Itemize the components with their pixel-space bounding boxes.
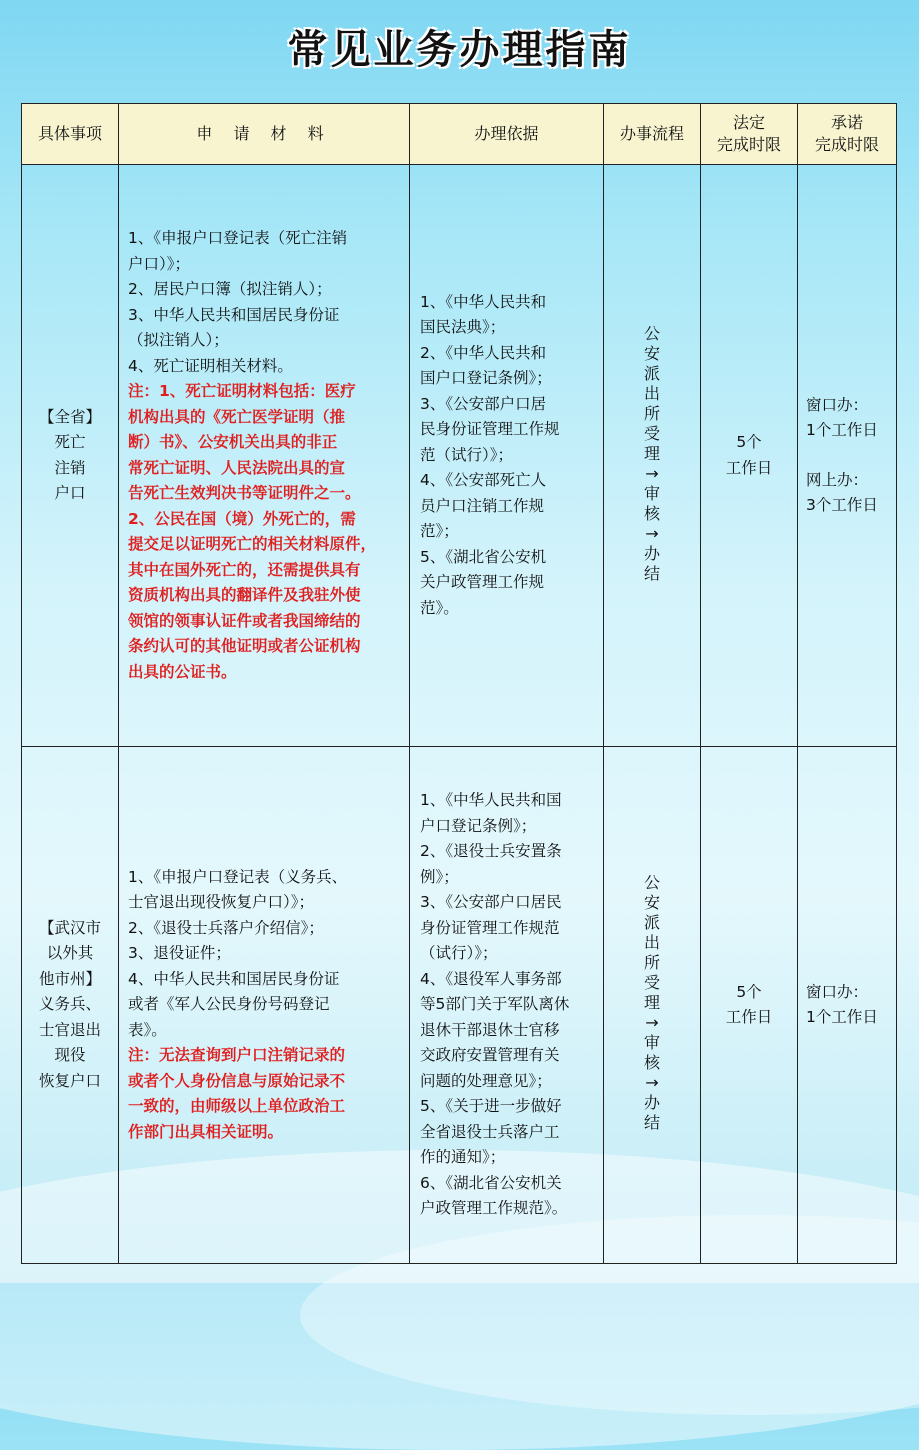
header-promised-limit-line: 承诺 — [830, 113, 863, 132]
note-line: 提交足以证明死亡的相关材料原件， — [128, 535, 377, 553]
material-line: 2、居民户口簿（拟注销人）； — [128, 280, 332, 298]
row-basis-cell — [410, 165, 604, 747]
item-line: 以外其 — [46, 944, 94, 963]
header-basis: 办理依据 — [410, 104, 604, 165]
basis-line: 户口登记条例》； — [420, 816, 537, 835]
basis-line: 1、《中华人民共和 — [420, 292, 547, 311]
basis-line: 身份证管理工作规范 — [420, 918, 560, 937]
basis-line: 等5部门关于军队离休 — [420, 995, 570, 1014]
material-line: 1、《申报户口登记表（义务兵、 — [128, 867, 348, 886]
material-line: （拟注销人）； — [128, 331, 229, 349]
item-line: 【全省】 — [38, 407, 101, 426]
note-line: 条约认可的其他证明或者公证机构 — [128, 637, 361, 655]
basis-line: 户政管理工作规范》。 — [420, 1199, 568, 1218]
table-header-row — [22, 104, 897, 165]
basis-line: 问题的处理意见》； — [420, 1071, 552, 1090]
promised-time: 1个工作日 — [806, 421, 878, 439]
basis-line: 2、《中华人民共和 — [420, 343, 547, 362]
item-line: 死亡 — [54, 433, 86, 451]
note-line: 或者个人身份信息与原始记录不 — [128, 1071, 346, 1090]
guide-table — [21, 103, 897, 1264]
row-item-cell — [22, 165, 119, 747]
note-line: 资质机构出具的翻译件及我驻外使 — [128, 586, 361, 604]
page-title: 常见业务办理指南 — [287, 26, 632, 73]
note-line: 2、公民在国（境）外死亡的，需 — [128, 509, 356, 528]
note-line: 机构出具的《死亡医学证明（推 — [128, 407, 346, 426]
header-promised-limit-line: 完成时限 — [814, 135, 879, 154]
basis-line: 作的通知》； — [420, 1148, 506, 1167]
basis-line: 5、《湖北省公安机 — [420, 547, 547, 566]
note-line: 断）书》、公安机关出具的非正 — [128, 433, 338, 451]
row-flow-cell — [604, 747, 701, 1264]
basis-line: 3、《公安部户口居 — [420, 394, 547, 413]
promised-channel: 网上办： — [806, 470, 869, 489]
basis-line: 员户口注销工作规 — [420, 496, 545, 515]
row-materials-cell — [119, 747, 410, 1264]
promised-time: 1个工作日 — [806, 1008, 878, 1026]
basis-line: 4、《退役军人事务部 — [420, 969, 562, 988]
item-line: 【武汉市 — [38, 918, 101, 937]
item-line: 他市州】 — [38, 969, 101, 988]
basis-line: 民身份证管理工作规 — [420, 420, 560, 439]
basis-line: 3、《公安部户口居民 — [420, 893, 562, 912]
note-line: 告死亡生效判决书等证明件之一。 — [128, 484, 361, 502]
basis-line: 全省退役士兵落户工 — [420, 1122, 560, 1141]
header-flow: 办事流程 — [604, 104, 701, 165]
legal-limit-line: 5个 — [736, 982, 762, 1001]
row-materials-cell — [119, 165, 410, 747]
item-line: 士官退出 — [38, 1020, 101, 1039]
basis-line: 4、《公安部死亡人 — [420, 471, 547, 490]
material-line: 1、《申报户口登记表（死亡注销 — [128, 229, 348, 247]
note-line: 作部门出具相关证明。 — [128, 1122, 284, 1141]
note-line: 领馆的领事认证件或者我国缔结的 — [128, 611, 361, 630]
material-line: 4、中华人民共和国居民身份证 — [128, 969, 340, 988]
promised-time: 3个工作日 — [806, 496, 878, 514]
basis-line: 国民法典》； — [420, 318, 506, 337]
item-line: 现役 — [54, 1046, 86, 1065]
legal-limit-line: 5个 — [736, 433, 762, 451]
row-promised-limit-cell — [798, 747, 897, 1264]
row-basis-cell — [410, 747, 604, 1264]
note-line: 一致的，由师级以上单位政治工 — [128, 1097, 346, 1116]
promised-channel: 窗口办： — [806, 395, 869, 414]
header-legal-limit-line: 法定 — [732, 113, 765, 132]
table-row — [22, 165, 897, 747]
basis-line: （试行）》； — [420, 944, 498, 963]
basis-line: 交政府安置管理有关 — [420, 1046, 560, 1065]
basis-line: 1、《中华人民共和国 — [420, 791, 562, 810]
item-line: 户口 — [54, 484, 86, 502]
note-line: 注：1、死亡证明材料包括：医疗 — [128, 382, 356, 400]
table-row — [22, 747, 897, 1264]
basis-line: 国户口登记条例》； — [420, 369, 552, 388]
basis-line: 关户政管理工作规 — [420, 573, 545, 592]
material-line: 3、退役证件； — [128, 944, 231, 963]
item-line: 义务兵、 — [38, 995, 101, 1014]
basis-line: 范》。 — [420, 598, 459, 617]
row-flow-cell — [604, 165, 701, 747]
row-item-cell — [22, 747, 119, 1264]
material-line: 或者《军人公民身份号码登记 — [128, 995, 330, 1014]
flow-text: 公安派出所受理→审核→办结 — [643, 323, 660, 583]
material-line: 2、《退役士兵落户介绍信》； — [128, 918, 324, 937]
item-line: 注销 — [54, 458, 86, 477]
basis-line: 范》； — [420, 522, 459, 541]
material-line: 4、死亡证明相关材料。 — [128, 356, 293, 375]
material-line: 表》。 — [128, 1020, 167, 1039]
material-line: 士官退出现役恢复户口）》； — [128, 893, 315, 912]
note-line: 其中在国外死亡的，还需提供具有 — [128, 560, 361, 579]
header-legal-limit — [701, 104, 798, 165]
material-line: 3、中华人民共和国居民身份证 — [128, 305, 340, 324]
row-legal-limit-cell — [701, 747, 798, 1264]
note-line: 注：无法查询到户口注销记录的 — [128, 1046, 346, 1065]
legal-limit-line: 工作日 — [725, 1008, 773, 1026]
header-legal-limit-line: 完成时限 — [716, 135, 781, 154]
basis-line: 6、《湖北省公安机关 — [420, 1173, 562, 1192]
note-line: 出具的公证书。 — [128, 662, 237, 681]
basis-line: 5、《关于进一步做好 — [420, 1097, 562, 1116]
header-item: 具体事项 — [22, 104, 119, 165]
row-promised-limit-cell — [798, 165, 897, 747]
material-line: 户口）》； — [128, 254, 191, 273]
basis-line: 2、《退役士兵安置条 — [420, 842, 562, 861]
note-line: 常死亡证明、人民法院出具的宣 — [128, 458, 346, 477]
basis-line: 例》； — [420, 867, 459, 886]
spacer — [806, 444, 896, 468]
item-line: 恢复户口 — [38, 1071, 101, 1090]
header-materials: 申 请 材 料 — [119, 104, 410, 165]
row-legal-limit-cell — [701, 165, 798, 747]
promised-channel: 窗口办： — [806, 982, 869, 1001]
basis-line: 退休干部退休士官移 — [420, 1020, 560, 1039]
legal-limit-line: 工作日 — [725, 458, 773, 477]
header-promised-limit — [798, 104, 897, 165]
basis-line: 范（试行）》； — [420, 445, 514, 464]
flow-text: 公安派出所受理→审核→办结 — [643, 873, 660, 1133]
